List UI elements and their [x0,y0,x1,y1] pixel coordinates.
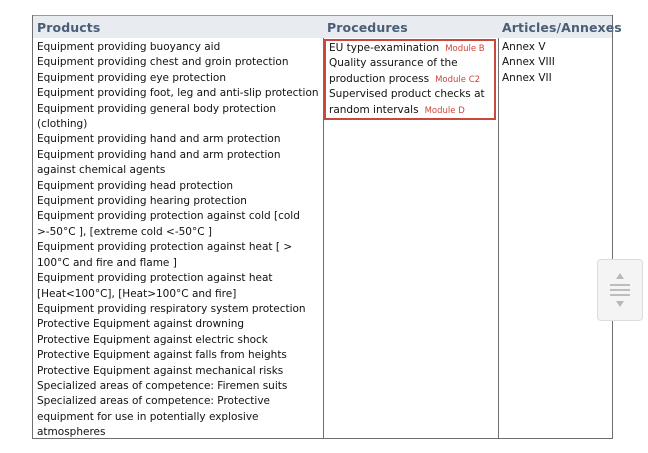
module-c2-label: Module C2 [435,74,481,85]
product-item: Equipment providing eye protection [37,71,226,84]
scroll-up-icon[interactable] [616,273,624,279]
column-divider [498,38,499,438]
header-articles-annexes: Articles/Annexes [502,20,622,35]
product-item: Specialized areas of competence: Firemen suits [37,379,288,392]
product-item: Protective Equipment against mechanical risks [37,364,284,377]
module-b-label: Module B [445,44,485,54]
product-item: Equipment providing foot, leg and anti-slip protection [37,87,319,100]
annex-item: Annex VIII [502,56,555,69]
product-item: Equipment providing head protection [37,179,234,192]
procedure-supervised-checks: Supervised product checks at [329,88,485,101]
product-item: Equipment providing hand and arm protection against chemical agents [37,148,281,177]
annex-item: Annex V [502,41,546,53]
procedure-eu-type-examination: EU type-examination [329,42,440,54]
product-item: Specialized areas of competence: Protective equipment for use in potentially explosive atmospheres [37,395,271,439]
product-item: Equipment providing protection against heat [Heat<100°C], [Heat>100°C and fire] [37,272,273,300]
drag-handle-icon[interactable] [610,289,630,291]
header-products: Products [37,20,101,35]
procedure-line [329,103,494,118]
procedure-line [329,56,494,71]
drag-handle-icon[interactable] [610,294,630,296]
product-item: Protective Equipment against drowning [37,318,245,331]
product-item: Equipment providing protection against cold [cold >-50°C ], [extreme cold <-50°C ] [37,210,300,238]
procedures-highlight-box [324,39,496,120]
product-item: Protective Equipment against falls from heights [37,349,287,362]
drag-handle-icon[interactable] [610,284,630,286]
header-procedures: Procedures [327,20,408,35]
product-item: Equipment providing hearing protection [37,195,247,208]
table-header-row [33,15,622,38]
product-item: Equipment providing chest and groin protection [37,56,289,69]
procedure-line [329,72,494,87]
product-item: Protective Equipment against electric shock [37,333,268,346]
product-item: Equipment providing hand and arm protection [37,133,281,146]
products-cell [37,40,321,441]
product-item: Equipment providing buoyancy aid [37,41,221,53]
articles-annexes-cell [502,40,610,86]
scroll-widget[interactable] [597,259,643,321]
annex-item: Annex VII [502,71,552,84]
procedure-line [329,41,494,56]
procedure-line [329,87,494,102]
procedure-production-process: production process [329,72,430,85]
product-item: Equipment providing respiratory system protection [37,302,306,315]
procedure-quality-assurance: Quality assurance of the [329,57,458,70]
module-d-label: Module D [424,105,465,116]
procedure-random-intervals: random intervals [329,103,419,116]
product-item: Equipment providing general body protection (clothing) [37,102,277,131]
scroll-down-icon[interactable] [616,301,624,307]
notified-body-table [32,15,622,439]
product-item: Equipment providing protection against heat [ > 100°C and fire and flame ] [37,241,293,269]
